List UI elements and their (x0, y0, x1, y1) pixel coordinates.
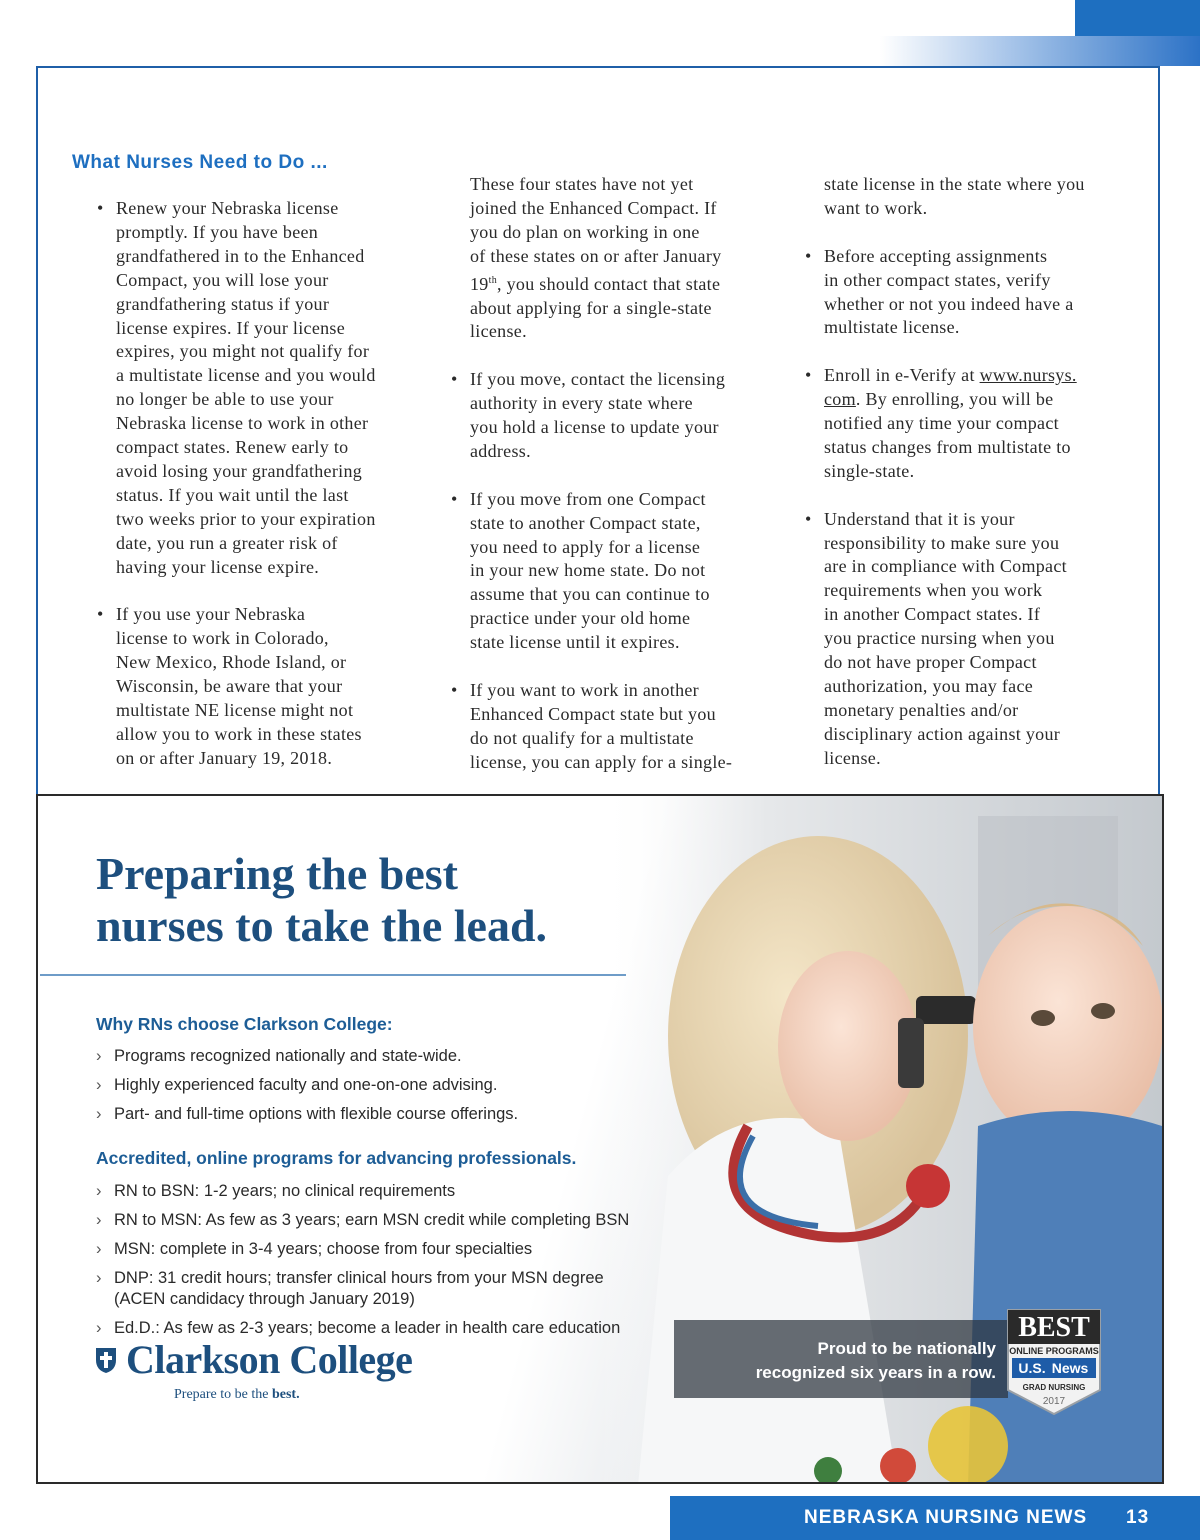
page-footer (670, 1496, 1200, 1540)
ad-headline: Preparing the best nurses to take the lead. (96, 848, 548, 951)
ad-divider (40, 974, 626, 976)
corner-gradient-bar (880, 36, 1200, 66)
nursys-link-cont[interactable]: com (824, 389, 856, 410)
programs-list (96, 1177, 629, 1343)
section-heading: What Nurses Need to Do ... (72, 152, 328, 173)
badge-grad-text: GRAD NURSING (1022, 1383, 1086, 1392)
bullet-responsibility: • Understand that it is your responsibility to make sure you are in compliance with Compact requirements when you work in another Compact states. If you practice nursing when you do not have proper Compact authorization, you may face monetary penalties and/or disciplinary action against your license. (824, 508, 1124, 771)
bullet-before-accepting: • Before accepting assignments in other compact states, verify whether or not you indeed have a multistate license. (824, 245, 1124, 341)
bullet-move-compact-state: • If you move from one Compact state to another Compact state, you need to apply for a license in your new home state. Do not assume that you can continue to practice under your old home state license until it expires. (470, 488, 770, 655)
article-column-3 (824, 173, 1124, 795)
paragraph-four-states: These four states have not yet joined the Enhanced Compact. If you do plan on working in one of these states on or after January 19th, you should contact that state about applying for a single-state license. (470, 174, 722, 342)
list-item: › Highly experienced faculty and one-on-one advising. (96, 1071, 518, 1100)
list-item: › MSN: complete in 3-4 years; choose from four specialties (96, 1235, 629, 1264)
list-item: › RN to MSN: As few as 3 years; earn MSN credit while completing BSN (96, 1206, 629, 1235)
paragraph-continued: state license in the state where you want to work. (824, 174, 1085, 218)
bullet-single-state: • If you want to work in another Enhanced Compact state but you do not qualify for a multistate license, you can apply for a single- (470, 679, 770, 775)
clarkson-logo: Clarkson College Prepare to be the best. (94, 1336, 412, 1403)
badge-news-text: News (1051, 1360, 1089, 1376)
badge-us-text: U.S. (1018, 1360, 1046, 1376)
accredited-heading: Accredited, online programs for advancing professionals. (96, 1148, 577, 1168)
bullet-other-states: • If you use your Nebraska license to work in Colorado, New Mexico, Rhode Island, or Wisconsin, be aware that your multistate NE license might not allow you to work in these states on or after January 19, 2018. (116, 603, 416, 770)
page-number: 13 (1126, 1507, 1150, 1528)
publication-title: NEBRASKA NURSING NEWS (804, 1507, 1088, 1528)
chevron-right-icon: › (96, 1319, 102, 1337)
corner-accent-block (1075, 0, 1200, 36)
chevron-right-icon: › (96, 1211, 102, 1229)
chevron-right-icon: › (96, 1269, 102, 1287)
list-item: › RN to BSN: 1-2 years; no clinical requirements (96, 1177, 629, 1206)
chevron-right-icon: › (96, 1105, 102, 1123)
list-item: › DNP: 31 credit hours; transfer clinical hours from your MSN degree (ACEN candidacy through January 2019) (96, 1269, 604, 1308)
bullet-renew-license: • Renew your Nebraska license promptly. If you have been grandfathered in to the Enhanced Compact, you will lose your grandfathering status if your license expires. If your license expires, you might not qualify for a multistate license and you would no longer be able to use your Nebraska license to work in other compact states. Renew early to avoid losing your grandfathering status. If you wait until the last two weeks prior to your expiration date, you run a greater risk of having your license expire. (116, 197, 416, 580)
clarkson-college-ad (36, 794, 1164, 1484)
chevron-right-icon: › (96, 1240, 102, 1258)
badge-best-text: BEST (1018, 1312, 1090, 1343)
chevron-right-icon: › (96, 1076, 102, 1094)
shield-cross-icon (94, 1346, 118, 1374)
usnews-badge (1004, 1308, 1104, 1416)
article-column-2 (470, 173, 770, 799)
list-item: › Ed.D.: As few as 2-3 years; become a leader in health care education (96, 1314, 629, 1343)
logo-tagline: Prepare to be the best. (174, 1387, 300, 1402)
why-heading: Why RNs choose Clarkson College: (96, 1014, 393, 1034)
chevron-right-icon: › (96, 1182, 102, 1200)
article-column-1 (116, 197, 416, 795)
bullet-everify: • Enroll in e-Verify at www.nursys. com. By enrolling, you will be notified any time your compact status changes from multistate to single-state. (824, 364, 1124, 484)
recognition-banner: Proud to be nationally recognized six years in a row. (674, 1320, 1008, 1398)
bullet-if-you-move: • If you move, contact the licensing authority in every state where you hold a license to update your address. (470, 368, 770, 464)
list-item: › Programs recognized nationally and state-wide. (96, 1042, 518, 1071)
badge-year-text: 2017 (1042, 1396, 1066, 1407)
nursys-link[interactable]: www.nursys. (979, 365, 1077, 386)
why-list (96, 1042, 518, 1129)
chevron-right-icon: › (96, 1047, 102, 1065)
list-item: › Part- and full-time options with flexible course offerings. (96, 1100, 518, 1129)
badge-online-text: ONLINE PROGRAMS (1009, 1346, 1099, 1356)
